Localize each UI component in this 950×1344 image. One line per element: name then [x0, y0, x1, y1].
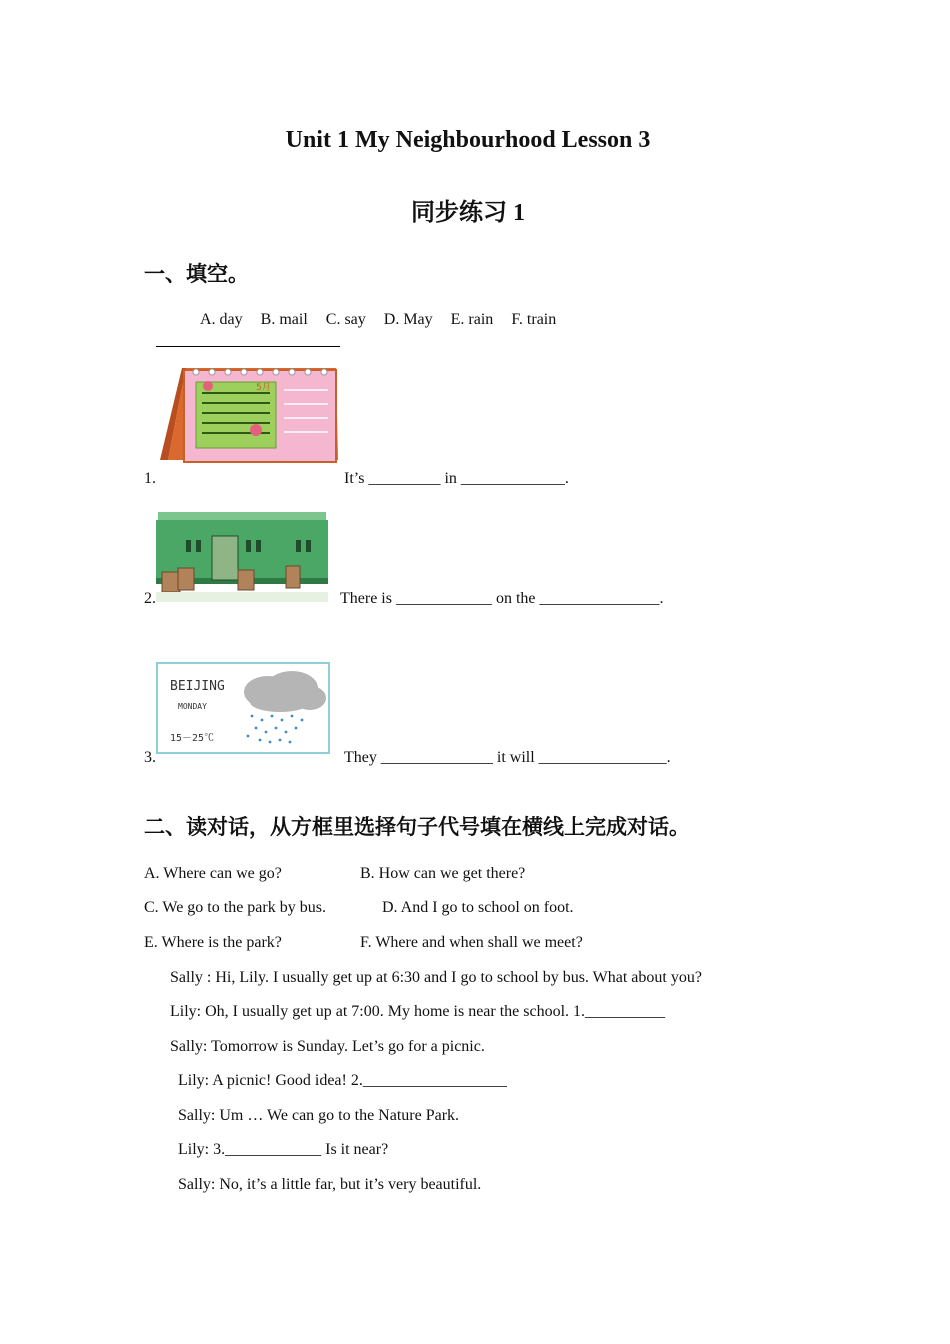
- option-b: B. How can we get there?: [360, 865, 526, 882]
- page-title: Unit 1 My Neighbourhood Lesson 3: [285, 127, 651, 153]
- option-c: C. We go to the park by bus.: [144, 899, 326, 916]
- page-subtitle: 同步练习 1: [411, 200, 525, 226]
- item-number: 3.: [144, 749, 156, 766]
- dialogue-line: Lily: A picnic! Good idea! 2.__________________: [178, 1072, 507, 1089]
- item-number: 2.: [144, 590, 156, 607]
- weather-day: MONDAY: [178, 702, 207, 711]
- word-option: D. May: [383, 311, 433, 328]
- calendar-month: 5月: [256, 383, 271, 393]
- dialogue-line: Lily: 3.____________ Is it near?: [178, 1141, 389, 1158]
- divider-line: [156, 346, 340, 347]
- dialogue-line: Sally: Tomorrow is Sunday. Let’s go for a picnic.: [170, 1038, 485, 1055]
- option-e: E. Where is the park?: [144, 934, 282, 951]
- option-d: D. And I go to school on foot.: [382, 899, 574, 916]
- option-f: F. Where and when shall we meet?: [360, 934, 583, 951]
- word-option: F. train: [511, 311, 557, 328]
- train-picture: [156, 506, 328, 602]
- dialogue-line: Lily: Oh, I usually get up at 7:00. My home is near the school. 1.__________: [170, 1003, 666, 1020]
- word-option: A. day: [200, 311, 243, 328]
- dialogue-line: Sally: No, it’s a little far, but it’s very beautiful.: [178, 1176, 482, 1193]
- dialogue-line: Sally : Hi, Lily. I usually get up at 6:30 and I go to school by bus. What about you?: [170, 969, 702, 986]
- word-option: B. mail: [260, 311, 308, 328]
- calendar-picture: [156, 360, 342, 466]
- option-a: A. Where can we go?: [144, 865, 282, 882]
- dialogue-line: Sally: Um … We can go to the Nature Park.: [178, 1107, 460, 1124]
- weather-temp: 15－25℃: [170, 733, 215, 744]
- word-bank: [200, 311, 570, 329]
- item-sentence: There is ____________ on the _______________.: [340, 590, 664, 607]
- word-option: C. say: [325, 311, 366, 328]
- item-sentence: It’s _________ in _____________.: [344, 470, 569, 487]
- section1-heading: 一、填空。: [144, 262, 249, 286]
- item-sentence: They ______________ it will ________________.: [344, 749, 671, 766]
- word-option: E. rain: [450, 311, 494, 328]
- item-number: 1.: [144, 470, 156, 487]
- section2-heading: 二、读对话，从方框里选择句子代号填在横线上完成对话。: [144, 815, 690, 839]
- weather-card-picture: [156, 662, 330, 754]
- weather-city: BEIJING: [170, 679, 225, 694]
